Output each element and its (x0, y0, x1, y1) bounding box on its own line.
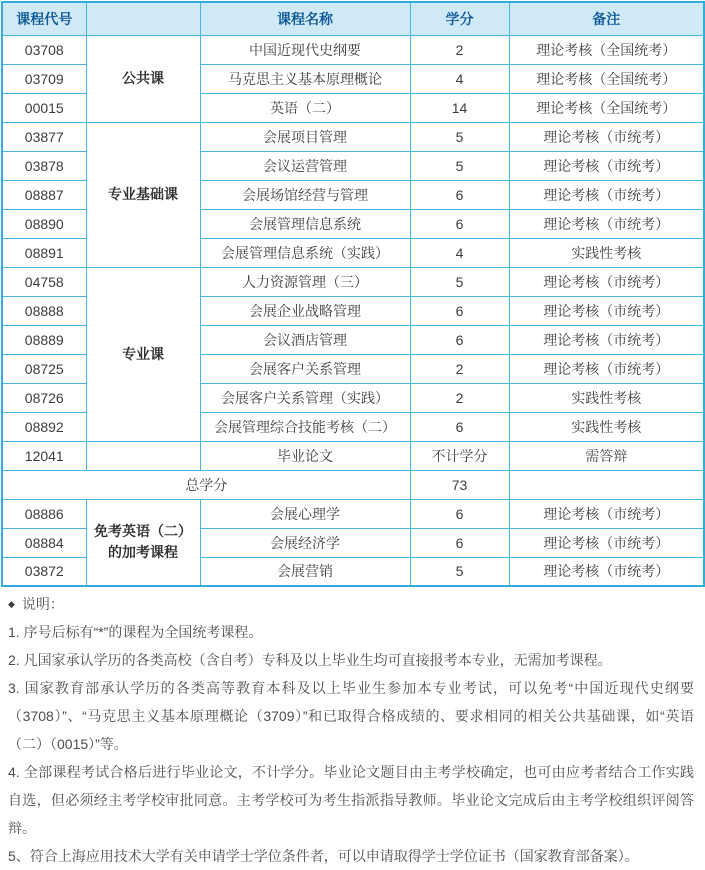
notes-title: 说明： (21, 596, 64, 612)
course-name-cell: 会展管理综合技能考核（二） (200, 412, 410, 441)
course-name-cell: 会议酒店管理 (200, 325, 410, 354)
note-item-3: 3. 国家教育部承认学历的各类高等教育本科及以上毕业生参加本专业考试，可以免考“中国近现代史纲要（3708）”、“马克思主义基本原理概论（3709）”和已取得合格成绩的、要求相同的相关公共基础课，如“英语（二）（0015）”等。 (8, 680, 694, 752)
course-name-cell: 马克思主义基本原理概论 (200, 64, 410, 93)
course-name-cell: 会展企业战略管理 (200, 296, 410, 325)
credits-cell: 5 (410, 557, 509, 586)
course-name-cell: 英语（二） (200, 93, 410, 122)
course-code-cell: 08892 (2, 412, 86, 441)
course-name-cell: 中国近现代史纲要 (200, 35, 410, 64)
note-item-5: 5、符合上海应用技术大学有关申请学士学位条件者，可以申请取得学士学位证书（国家教育部备案）。 (8, 848, 639, 864)
note-item-1: 1. 序号后标有“*”的课程为全国统考课程。 (8, 624, 263, 640)
notes-title-line (8, 590, 694, 618)
course-code-cell: 08891 (2, 238, 86, 267)
course-name-cell: 会展客户关系管理（实践） (200, 383, 410, 412)
credits-cell: 4 (410, 64, 509, 93)
table-header-credits: 学分 (410, 2, 509, 35)
course-code-cell: 00015 (2, 93, 86, 122)
table-header-row (2, 2, 704, 35)
course-name-cell: 会议运营管理 (200, 151, 410, 180)
category-cell-public: 公共课 (86, 35, 200, 122)
credits-cell: 14 (410, 93, 509, 122)
course-code-cell: 08888 (2, 296, 86, 325)
category-extra-line1: 免考英语（二） (94, 523, 192, 540)
remark-cell: 理论考核（市统考） (509, 354, 704, 383)
remark-cell: 理论考核（市统考） (509, 499, 704, 528)
course-name-cell: 会展管理信息系统（实践） (200, 238, 410, 267)
remark-cell: 理论考核（全国统考） (509, 93, 704, 122)
course-code-cell: 08725 (2, 354, 86, 383)
credits-cell: 2 (410, 383, 509, 412)
table-header-category (86, 2, 200, 35)
course-name-cell: 会展心理学 (200, 499, 410, 528)
table-row (2, 441, 704, 470)
total-credits-remark (509, 470, 704, 499)
course-code-cell: 03878 (2, 151, 86, 180)
remark-cell: 理论考核（市统考） (509, 296, 704, 325)
table-header-name: 课程名称 (200, 2, 410, 35)
course-name-cell: 会展管理信息系统 (200, 209, 410, 238)
course-name-cell: 会展项目管理 (200, 122, 410, 151)
category-cell-major: 专业课 (86, 267, 200, 441)
category-extra-line2: 的加考课程 (108, 544, 178, 561)
total-credits-label: 总学分 (2, 470, 410, 499)
table-header-remark: 备注 (509, 2, 704, 35)
credits-cell: 6 (410, 180, 509, 209)
credits-cell: 6 (410, 412, 509, 441)
credits-cell: 6 (410, 209, 509, 238)
credits-cell: 6 (410, 499, 509, 528)
diamond-bullet-icon: ◆ (8, 599, 15, 609)
note-item-4: 4. 全部课程考试合格后进行毕业论文，不计学分。毕业论文题目由主考学校确定，也可由应考者结合工作实践自选，但必须经主考学校审批同意。主考学校可为考生指派指导教师。毕业论文完成后由主考学校组织评阅答辩。 (8, 764, 694, 836)
remark-cell: 实践性考核 (509, 412, 704, 441)
course-code-cell: 08889 (2, 325, 86, 354)
credits-cell: 5 (410, 267, 509, 296)
table-row (2, 35, 704, 64)
remark-cell: 理论考核（市统考） (509, 267, 704, 296)
course-code-cell: 08887 (2, 180, 86, 209)
remark-cell: 理论考核（市统考） (509, 209, 704, 238)
credits-cell: 6 (410, 528, 509, 557)
remark-cell: 需答辩 (509, 441, 704, 470)
course-code-cell: 08890 (2, 209, 86, 238)
course-code-cell: 04758 (2, 267, 86, 296)
course-code-cell: 03709 (2, 64, 86, 93)
credits-cell: 6 (410, 296, 509, 325)
course-code-cell: 08886 (2, 499, 86, 528)
remark-cell: 理论考核（市统考） (509, 180, 704, 209)
credits-cell: 2 (410, 354, 509, 383)
credits-cell: 不计学分 (410, 441, 509, 470)
category-cell-empty (86, 441, 200, 470)
course-name-cell: 会展客户关系管理 (200, 354, 410, 383)
course-code-cell: 03877 (2, 122, 86, 151)
notes-section (0, 587, 702, 870)
remark-cell: 实践性考核 (509, 383, 704, 412)
course-plan-page (0, 1, 702, 870)
credits-cell: 2 (410, 35, 509, 64)
remark-cell: 理论考核（市统考） (509, 122, 704, 151)
category-cell-extra (86, 499, 200, 586)
course-name-cell: 毕业论文 (200, 441, 410, 470)
credits-cell: 5 (410, 151, 509, 180)
remark-cell: 理论考核（市统考） (509, 557, 704, 586)
credits-cell: 6 (410, 325, 509, 354)
course-name-cell: 会展经济学 (200, 528, 410, 557)
category-cell-basic: 专业基础课 (86, 122, 200, 267)
course-code-cell: 08884 (2, 528, 86, 557)
table-header-code: 课程代号 (2, 2, 86, 35)
course-code-cell: 08726 (2, 383, 86, 412)
credits-cell: 4 (410, 238, 509, 267)
table-row (2, 499, 704, 528)
remark-cell: 理论考核（市统考） (509, 528, 704, 557)
total-credits-value: 73 (410, 470, 509, 499)
table-row (2, 122, 704, 151)
course-name-cell: 会展场馆经营与管理 (200, 180, 410, 209)
course-table (1, 1, 705, 587)
course-name-cell: 会展营销 (200, 557, 410, 586)
course-code-cell: 12041 (2, 441, 86, 470)
course-code-cell: 03708 (2, 35, 86, 64)
table-row (2, 267, 704, 296)
remark-cell: 理论考核（全国统考） (509, 35, 704, 64)
note-item-2: 2. 凡国家承认学历的各类高校（含自考）专科及以上毕业生均可直接报考本专业，无需加考课程。 (8, 652, 612, 668)
remark-cell: 理论考核（市统考） (509, 325, 704, 354)
remark-cell: 实践性考核 (509, 238, 704, 267)
course-code-cell: 03872 (2, 557, 86, 586)
course-name-cell: 人力资源管理（三） (200, 267, 410, 296)
remark-cell: 理论考核（市统考） (509, 151, 704, 180)
remark-cell: 理论考核（全国统考） (509, 64, 704, 93)
total-row (2, 470, 704, 499)
credits-cell: 5 (410, 122, 509, 151)
